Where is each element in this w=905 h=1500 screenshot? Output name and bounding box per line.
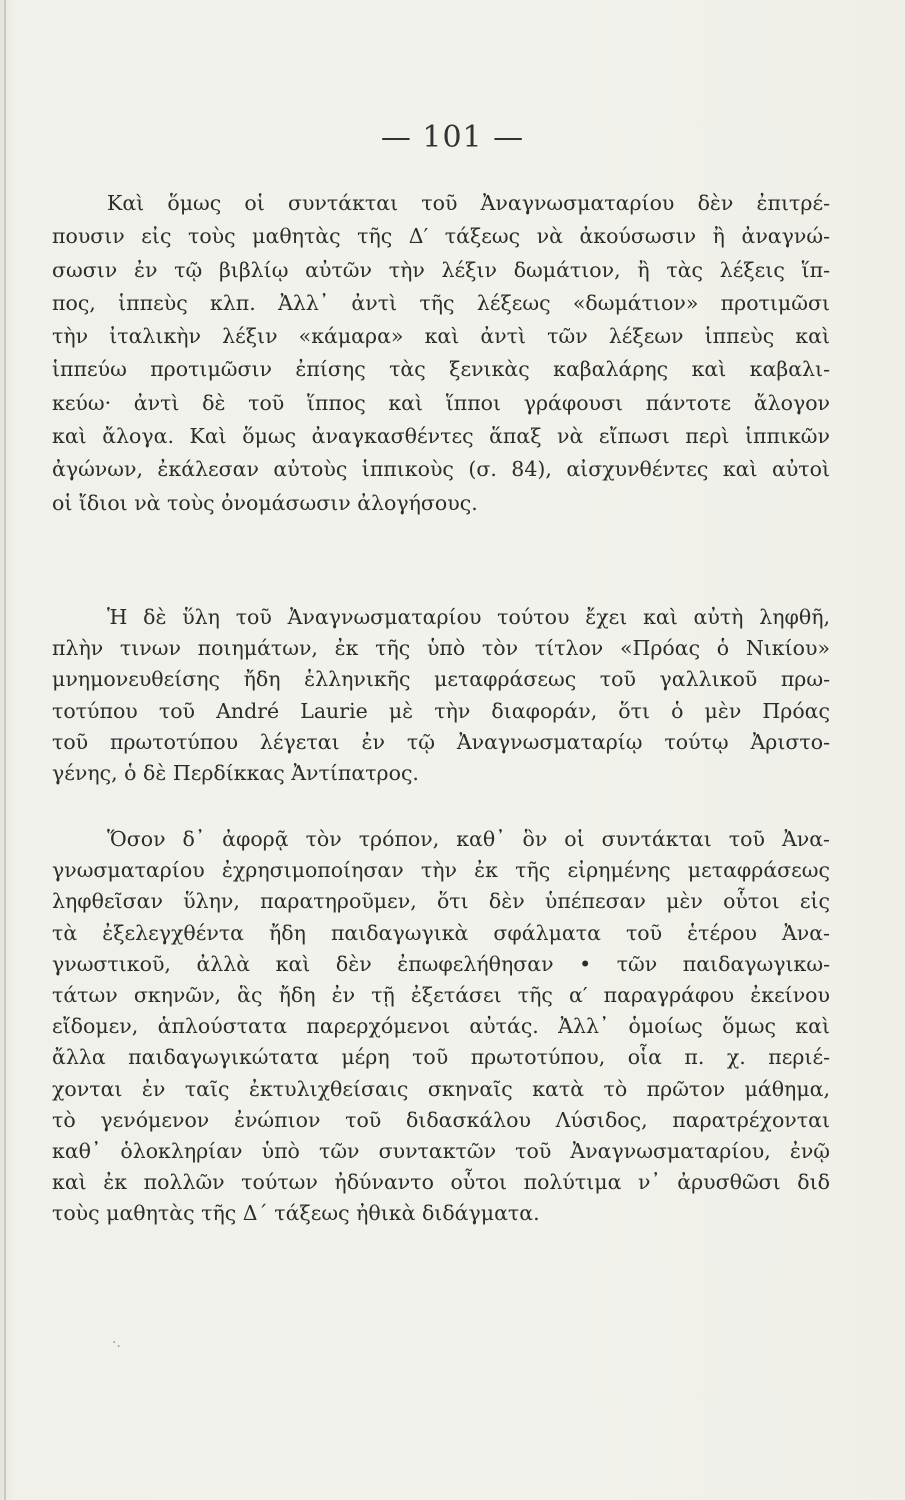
text-line: χονται ἐν ταῖς ἐκτυλιχθείσαις σκηναῖς κατὰ τὸ πρῶτον μάθημα, xyxy=(52,1076,830,1101)
text-line: τὸ γενόμενον ἐνώπιον τοῦ διδασκάλου Λύσιδος, παρατρέχονται xyxy=(52,1107,830,1132)
text-line: ἱππεύω προτιμῶσιν ἐπίσης τὰς ξενικὰς καβαλάρης καὶ καβαλι- xyxy=(52,357,830,382)
text-line: πος, ἱππεὺς κλπ. Ἀλλ᾽ ἀντὶ τῆς λέξεως «δωμάτιον» προτιμῶσι xyxy=(52,290,830,315)
text-line: ληφθεῖσαν ὕλην, παρατηροῦμεν, ὅτι δὲν ὑπέπεσαν μὲν οὗτοι εἰς xyxy=(52,889,830,914)
text-line: γνωστικοῦ, ἀλλὰ καὶ δὲν ἐπωφελήθησαν • τῶν παιδαγωγικω- xyxy=(52,951,830,976)
text-line: οἱ ἴδιοι νὰ τοὺς ὀνομάσωσιν ἀλογήσους. xyxy=(52,490,478,515)
print-speck: ·. xyxy=(112,1335,121,1351)
text-line: τὴν ἰταλικὴν λέξιν «κάμαρα» καὶ ἀντὶ τῶν λέξεων ἱππεὺς καὶ xyxy=(52,324,830,349)
text-line: ἀγώνων, ἐκάλεσαν αὐτοὺς ἱππικοὺς (σ. 84), αἰσχυνθέντες καὶ αὐτοὶ xyxy=(52,457,830,482)
text-line: καὶ ἄλογα. Καὶ ὅμως ἀναγκασθέντες ἅπαξ νὰ εἴπωσι περὶ ἱππικῶν xyxy=(52,424,830,449)
text-line: σωσιν ἐν τῷ βιβλίῳ αὐτῶν τὴν λέξιν δωμάτιον, ἢ τὰς λέξεις ἵπ- xyxy=(52,257,830,282)
text-line: τοῦ πρωτοτύπου λέγεται ἐν τῷ Ἀναγνωσματαρίῳ τούτῳ Ἀριστο- xyxy=(52,729,830,754)
text-line: τάτων σκηνῶν, ἃς ἤδη ἐν τῇ ἐξετάσει τῆς α′ παραγράφου ἐκείνου xyxy=(52,982,830,1007)
paragraph-3 xyxy=(52,824,830,1229)
text-line: τὰ ἐξελεγχθέντα ἤδη παιδαγωγικὰ σφάλματα τοῦ ἑτέρου Ἀνα- xyxy=(52,920,830,945)
text-line: Καὶ ὅμως οἱ συντάκται τοῦ Ἀναγνωσματαρίου δὲν ἐπιτρέ- xyxy=(107,191,830,215)
text-line: πουσιν εἰς τοὺς μαθητὰς τῆς Δ′ τάξεως νὰ ἀκούσωσιν ἢ ἀναγνώ- xyxy=(52,224,830,249)
binding-gutter xyxy=(4,0,6,1500)
page-number: — 101 — xyxy=(380,120,525,155)
text-line: καὶ ἐκ πολλῶν τούτων ἠδύναντο οὗτοι πολύτιμα ν᾽ ἀρυσθῶσι διδ xyxy=(52,1170,830,1195)
text-line: κεύω· ἀντὶ δὲ τοῦ ἵππος καὶ ἵπποι γράφουσι πάντοτε ἄλογον xyxy=(52,390,830,415)
text-line: Ἡ δὲ ὕλη τοῦ Ἀναγνωσματαρίου τούτου ἔχει καὶ αὐτὴ ληφθῆ, xyxy=(107,605,830,629)
text-line: ἄλλα παιδαγωγικώτατα μέρη τοῦ πρωτοτύπου, οἷα π. χ. περιέ- xyxy=(52,1045,830,1070)
text-line: γένης, ὁ δὲ Περδίκκας Ἀντίπατρος. xyxy=(52,760,419,785)
text-line: μνημονευθείσης ἤδη ἑλληνικῆς μεταφράσεως τοῦ γαλλικοῦ πρω- xyxy=(52,667,830,692)
text-line: καθ᾽ ὁλοκληρίαν ὑπὸ τῶν συντακτῶν τοῦ Ἀναγνωσματαρίου, ἐνῷ xyxy=(52,1138,830,1163)
text-line: γνωσματαρίου ἐχρησιμοποίησαν τὴν ἐκ τῆς εἰρημένης μεταφράσεως xyxy=(52,858,830,883)
paragraph-2 xyxy=(52,602,830,789)
paragraph-1 xyxy=(52,187,830,520)
text-line: πλὴν τινων ποιημάτων, ἐκ τῆς ὑπὸ τὸν τίτλον «Πρόας ὁ Νικίου» xyxy=(52,636,830,661)
text-line: Ὅσον δ᾽ ἀφορᾷ τὸν τρόπον, καθ᾽ ὃν οἱ συντάκται τοῦ Ἀνα- xyxy=(107,827,830,851)
text-line: εἴδομεν, ἁπλούστατα παρερχόμενοι αὐτάς. Ἀλλ᾽ ὁμοίως ὅμως καὶ xyxy=(52,1014,830,1039)
text-line: τοὺς μαθητὰς τῆς Δ΄ τάξεως ἠθικὰ διδάγματα. xyxy=(52,1201,540,1226)
text-line: τοτύπου τοῦ André Laurie μὲ τὴν διαφοράν, ὅτι ὁ μὲν Πρόας xyxy=(52,698,830,723)
